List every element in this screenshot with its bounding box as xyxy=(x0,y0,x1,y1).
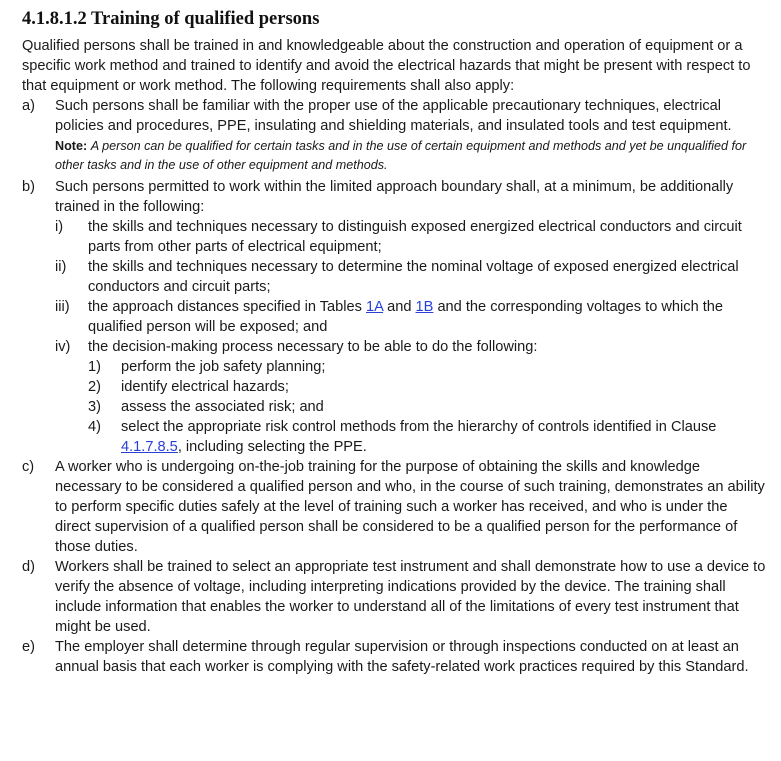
step-text-4-before: select the appropriate risk control methods from the hierarchy of controls identified in Clause xyxy=(121,419,717,435)
sublist-text-iii-before: the approach distances specified in Tables xyxy=(88,299,367,315)
list-text-e: The employer shall determine through regular supervision or through inspections conducted on at least an annual basis that each worker is complying with the safety-related work practices required by this Standard. xyxy=(55,639,749,675)
sublist-text-iv: the decision-making process necessary to be able to do the following: xyxy=(88,339,538,355)
sublist-item-ii xyxy=(55,257,766,297)
sublist-text-iii xyxy=(88,297,766,337)
section-heading: 4.1.8.1.2 Training of qualified persons xyxy=(22,9,320,29)
sublist-label-iii: iii) xyxy=(55,299,70,315)
step-label-2: 2) xyxy=(88,379,101,395)
sublist-text-iii-after: and the corresponding voltages to which the qualified person will be exposed; and xyxy=(88,299,724,335)
sublist-item-iii xyxy=(55,297,766,337)
list-label-d: d) xyxy=(22,559,35,575)
list-item-a xyxy=(22,96,766,177)
sublist-label-i: i) xyxy=(55,219,64,235)
note-text: A person can be qualified for certain tasks and in the use of certain equipment and methods and yet be unqualified for other tasks and in the use of other equipment and methods. xyxy=(55,139,747,172)
list-item-c xyxy=(22,457,766,557)
list-text-a: Such persons shall be familiar with the proper use of the applicable precautionary techniques, electrical policies and procedures, PPE, insulating and shielding materials, and insulated tools and test equipment. xyxy=(55,98,732,134)
note-label: Note: xyxy=(55,139,88,153)
list-label-c: c) xyxy=(22,459,35,475)
sublist-text-iii-mid: and xyxy=(383,299,416,315)
table-1b-link[interactable]: 1B xyxy=(415,299,434,315)
list-text-d: Workers shall be trained to select an appropriate test instrument and shall demonstrate how to use a device to verify the absence of voltage, including interpreting indications provided by the device. The training shall include information that enables the worker to understand all of the limitations of every test instrument that might be used. xyxy=(55,559,766,635)
step-text-2: identify electrical hazards; xyxy=(121,379,289,395)
list-text-b: Such persons permitted to work within the limited approach boundary shall, at a minimum, be additionally trained in the following: xyxy=(55,179,734,215)
sublist-text-ii: the skills and techniques necessary to determine the nominal voltage of exposed energized electrical conductors and circuit parts; xyxy=(88,259,739,295)
step-item-4 xyxy=(88,417,766,457)
list-label-a: a) xyxy=(22,98,35,114)
sublist-label-iv: iv) xyxy=(55,339,71,355)
list-item-d xyxy=(22,557,766,637)
step-label-1: 1) xyxy=(88,359,101,375)
document-page xyxy=(22,8,766,677)
sublist-item-i xyxy=(55,217,766,257)
step-text-3: assess the associated risk; and xyxy=(121,399,324,415)
step-item-2 xyxy=(88,377,766,397)
list-label-b: b) xyxy=(22,179,35,195)
sublist-text-i: the skills and techniques necessary to distinguish exposed energized electrical conductors and circuit parts from other parts of electrical equipment; xyxy=(88,219,742,255)
step-item-1 xyxy=(88,357,766,377)
table-1a-link[interactable]: 1A xyxy=(366,299,384,315)
step-text-1: perform the job safety planning; xyxy=(121,359,326,375)
sublist-item-iv xyxy=(55,337,766,457)
list-text-c: A worker who is undergoing on-the-job training for the purpose of obtaining the skills and knowledge necessary to be considered a qualified person and who, in the course of such training, demonstrates an ability to perform specific duties safely at the level of training such a worker has received, and who is under the direct supervision of a qualified person shall be considered to be a qualified person for the performance of those duties. xyxy=(55,459,765,555)
note-block xyxy=(55,137,766,175)
list-item-b xyxy=(22,177,766,457)
step-label-4: 4) xyxy=(88,419,101,435)
step-item-3 xyxy=(88,397,766,417)
clause-4-1-7-8-5-link[interactable]: 4.1.7.8.5 xyxy=(121,439,178,455)
step-text-4 xyxy=(121,417,766,457)
list-label-e: e) xyxy=(22,639,35,655)
sublist-label-ii: ii) xyxy=(55,259,67,275)
step-label-3: 3) xyxy=(88,399,101,415)
intro-paragraph: Qualified persons shall be trained in and knowledgeable about the construction and operation of equipment or a specific work method and trained to identify and avoid the electrical hazards that might be present with respect to that equipment or work method. The following requirements shall also apply: xyxy=(22,38,751,94)
list-item-e xyxy=(22,637,766,677)
step-text-4-after: , including selecting the PPE. xyxy=(177,439,367,455)
